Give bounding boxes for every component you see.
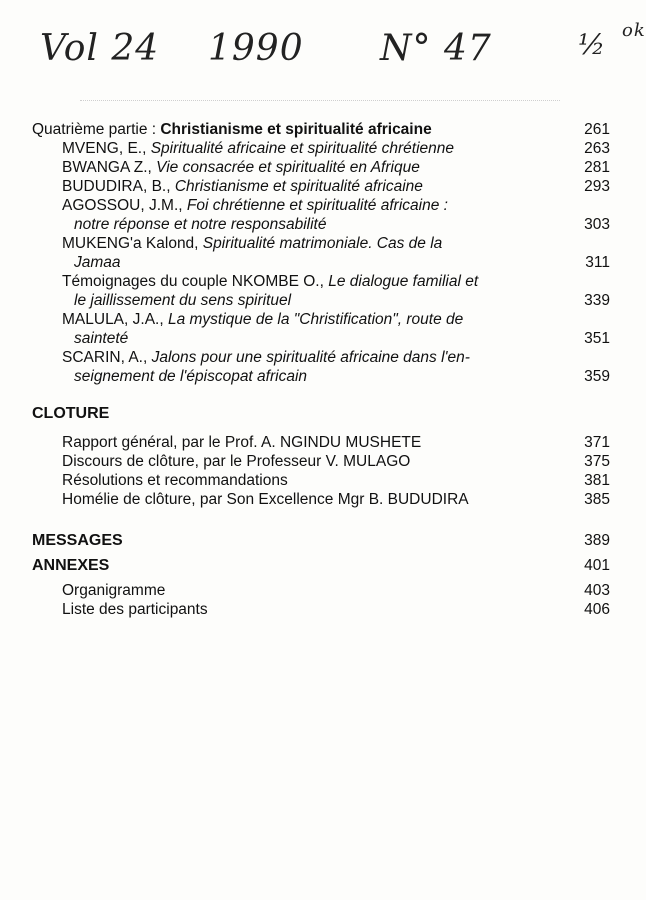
- entry-title: Christianisme et spiritualité africaine: [174, 178, 423, 195]
- entry-title: Liste des participants: [62, 601, 208, 618]
- entry-title: Résolutions et recommandations: [62, 472, 288, 489]
- toc-section-heading: [32, 404, 610, 423]
- entry-author: BWANGA Z.,: [62, 159, 157, 176]
- section-title: MESSAGES: [32, 532, 123, 549]
- toc-entry: [32, 490, 610, 509]
- toc-part-heading: [32, 120, 610, 139]
- page-number: 359: [584, 368, 610, 385]
- toc-section-heading: [32, 556, 610, 575]
- page-number: 403: [584, 582, 610, 599]
- entry-title: Rapport général, par le Prof. A. NGINDU MUSHETE: [62, 434, 422, 451]
- dotted-divider: [80, 100, 560, 101]
- handwritten-annotation: [40, 20, 646, 80]
- entry-author: MVENG, E.,: [62, 140, 151, 157]
- toc-section-heading: [32, 531, 610, 550]
- entry-author: MALULA, J.A.,: [62, 311, 168, 328]
- entry-title: Discours de clôture, par le Professeur V. MULAGO: [62, 453, 411, 470]
- page-number: 389: [584, 532, 610, 549]
- page-number: 339: [584, 292, 610, 309]
- entry-title: Jalons pour une spiritualité africaine dans l'en-: [151, 349, 470, 366]
- toc-entry: [32, 600, 610, 619]
- handwritten-fraction: ½: [578, 28, 607, 61]
- entry-title: Vie consacrée et spiritualité en Afrique: [156, 159, 420, 176]
- toc-entry: [32, 452, 610, 471]
- page-number: 401: [584, 557, 610, 574]
- handwritten-year: 1990: [208, 28, 304, 69]
- page-number: 281: [584, 159, 610, 176]
- handwritten-number: N° 47: [380, 28, 492, 69]
- toc-entry: [32, 471, 610, 490]
- entry-title-continued: le jaillissement du sens spirituel: [74, 292, 292, 309]
- entry-title: Spiritualité matrimoniale. Cas de la: [202, 235, 443, 252]
- entry-author: BUDUDIRA, B.,: [62, 178, 175, 195]
- page-number: 375: [584, 453, 610, 470]
- toc-entry: [32, 234, 610, 272]
- page-number: 263: [584, 140, 610, 157]
- toc-entry: [32, 177, 610, 196]
- entry-title-continued: seignement de l'épiscopat africain: [74, 368, 308, 385]
- section-title: CLOTURE: [32, 405, 110, 422]
- toc-entry: [32, 139, 610, 158]
- page-number: 381: [584, 472, 610, 489]
- entry-title: Foi chrétienne et spiritualité africaine :: [186, 197, 448, 214]
- toc-entry: [32, 272, 610, 310]
- part-title: Christianisme et spiritualité africaine: [160, 121, 432, 138]
- toc-entry: [32, 581, 610, 600]
- entry-author: AGOSSOU, J.M.,: [62, 197, 187, 214]
- handwritten-ok-mark: ok: [622, 20, 646, 41]
- section-title: ANNEXES: [32, 557, 110, 574]
- page-number: 261: [584, 121, 610, 138]
- part-label: Quatrième partie :: [32, 121, 161, 138]
- page-number: 385: [584, 491, 610, 508]
- page-number: 303: [584, 216, 610, 233]
- entry-title-continued: Jamaa: [74, 254, 121, 271]
- page-number: 371: [584, 434, 610, 451]
- entry-title: Organigramme: [62, 582, 166, 599]
- entry-author: Témoignages du couple NKOMBE O.,: [62, 273, 329, 290]
- toc-entry: [32, 196, 610, 234]
- entry-title-continued: notre réponse et notre responsabilité: [74, 216, 327, 233]
- page-number: 293: [584, 178, 610, 195]
- toc-entry: [32, 158, 610, 177]
- entry-title: La mystique de la "Christification", route de: [167, 311, 464, 328]
- handwritten-volume: Vol 24: [40, 28, 160, 69]
- entry-title-continued: sainteté: [74, 330, 129, 347]
- entry-title: Homélie de clôture, par Son Excellence Mgr B. BUDUDIRA: [62, 491, 469, 508]
- entry-title: Spiritualité africaine et spiritualité chrétienne: [150, 140, 454, 157]
- toc-entry: [32, 348, 610, 386]
- table-of-contents: [32, 120, 610, 619]
- toc-entry: [32, 433, 610, 452]
- page-number: 406: [584, 601, 610, 618]
- page-number: 311: [585, 254, 610, 271]
- page-number: 351: [584, 330, 610, 347]
- toc-entry: [32, 310, 610, 348]
- entry-author: MUKENG'a Kalond,: [62, 235, 203, 252]
- entry-author: SCARIN, A.,: [62, 349, 152, 366]
- entry-title: Le dialogue familial et: [328, 273, 479, 290]
